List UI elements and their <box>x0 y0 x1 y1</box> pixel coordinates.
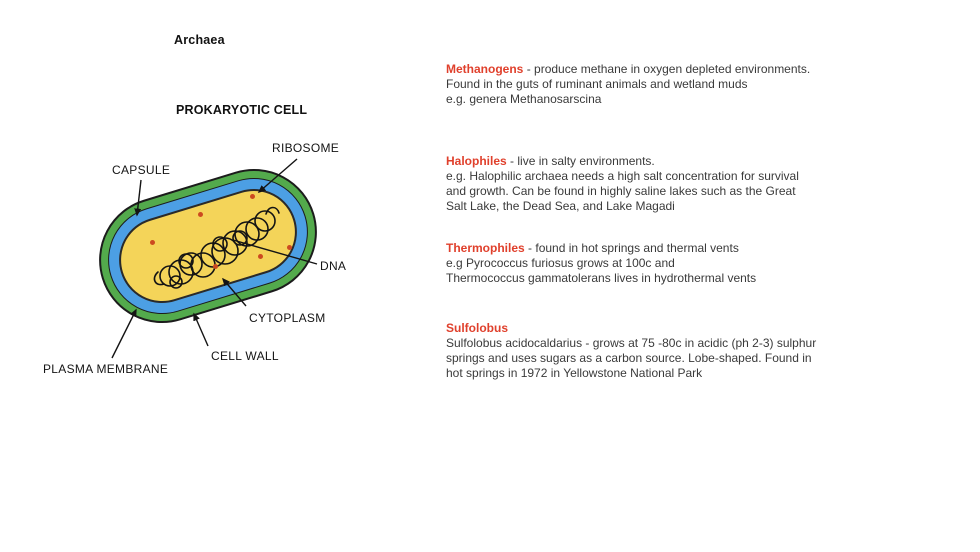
cell-wall-arrow <box>194 314 208 346</box>
thermophiles-heading: Thermophiles <box>446 241 525 255</box>
dna-coil-drawing <box>150 188 290 293</box>
info-line: e.g. genera Methanosarscina <box>446 92 602 106</box>
info-line: hot springs in 1972 in Yellowstone National Park <box>446 366 703 380</box>
info-line <box>446 241 838 256</box>
info-line: e.g Pyrococcus furiosus grows at 100c and <box>446 256 675 270</box>
info-block-sulfolobus <box>446 321 838 381</box>
info-line <box>446 154 838 169</box>
ribosome-dot <box>250 194 255 199</box>
ribosome-dot <box>258 254 263 259</box>
plasma-membrane-label: PLASMA MEMBRANE <box>43 362 169 376</box>
ribosome-label: RIBOSOME <box>272 141 340 155</box>
info-line: Thermococcus gammatolerans lives in hydrothermal vents <box>446 271 757 285</box>
methanogens-heading: Methanogens <box>446 62 524 76</box>
info-text: - produce methane in oxygen depleted environments. <box>526 62 811 76</box>
info-line: Salt Lake, the Dead Sea, and Lake Magadi <box>446 199 675 213</box>
capsule-label: CAPSULE <box>112 163 171 177</box>
info-line: Found in the guts of ruminant animals and wetland muds <box>446 77 748 91</box>
ribosome-dot <box>287 245 292 250</box>
info-line: springs and uses sugars as a carbon source. Lobe-shaped. Found in <box>446 351 812 365</box>
cell-wall-label: CELL WALL <box>211 349 279 363</box>
info-line <box>446 62 838 77</box>
info-text: - live in salty environments. <box>510 154 655 168</box>
info-block-halophiles <box>446 154 838 214</box>
info-block-thermophiles <box>446 241 838 286</box>
ribosome-dot <box>213 264 218 269</box>
ribosome-dot <box>150 240 155 245</box>
info-block-methanogens <box>446 62 838 107</box>
sulfolobus-heading: Sulfolobus <box>446 321 508 335</box>
info-text: - found in hot springs and thermal vents <box>528 241 739 255</box>
info-line: Sulfolobus acidocaldarius - grows at 75 -80c in acidic (ph 2-3) sulphur <box>446 336 817 350</box>
halophiles-heading: Halophiles <box>446 154 507 168</box>
prokaryotic-cell-title: PROKARYOTIC CELL <box>176 103 308 117</box>
info-line: and growth. Can be found in highly saline lakes such as the Great <box>446 184 796 198</box>
ribosome-dot <box>198 212 203 217</box>
dna-label: DNA <box>320 259 347 273</box>
cytoplasm-label: CYTOPLASM <box>249 311 326 325</box>
archaea-title: Archaea <box>174 33 225 47</box>
info-line: e.g. Halophilic archaea needs a high salt concentration for survival <box>446 169 799 183</box>
